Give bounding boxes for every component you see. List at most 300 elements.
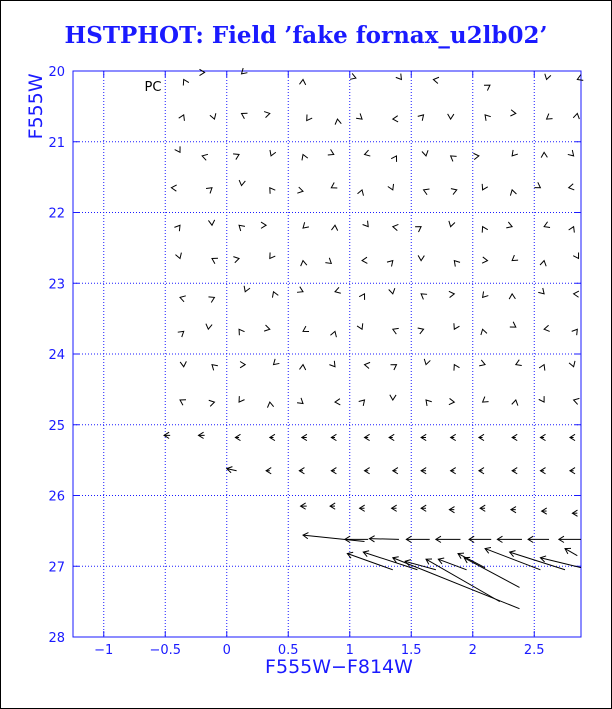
data-arrow [565, 548, 577, 555]
arrow-head [482, 227, 488, 233]
data-arrow [307, 115, 312, 121]
arrow-head [545, 74, 551, 80]
arrow-head [325, 258, 331, 264]
arrow-head [242, 113, 248, 118]
data-arrow [208, 297, 214, 303]
arrow-head [482, 257, 487, 263]
data-arrow [458, 553, 485, 568]
arrow-head [183, 79, 189, 85]
arrow-head [297, 398, 303, 404]
data-arrow [301, 261, 307, 267]
data-arrow [212, 258, 218, 263]
data-arrow [480, 505, 485, 511]
data-arrow [350, 73, 356, 79]
arrow-head [448, 114, 454, 119]
data-arrow [482, 257, 487, 263]
arrow-head [356, 113, 362, 119]
arrow-head [209, 400, 215, 406]
arrow-head [421, 294, 427, 300]
data-arrow [424, 359, 430, 365]
data-arrow [206, 188, 212, 194]
data-arrow [424, 189, 430, 195]
arrow-head [270, 252, 275, 258]
arrow-head [424, 189, 430, 195]
data-arrow [235, 434, 240, 440]
data-arrow [509, 294, 515, 299]
arrow-shaft [458, 554, 485, 568]
arrow-head [393, 328, 399, 334]
arrow-head [362, 257, 367, 263]
data-arrow [301, 503, 307, 509]
data-arrow [510, 551, 565, 570]
data-arrow [421, 294, 427, 300]
arrow-head [424, 359, 430, 365]
arrow-head [329, 361, 335, 367]
data-arrow [540, 468, 545, 474]
y-axis-title: F555W [25, 73, 47, 140]
data-arrow [539, 396, 544, 402]
data-arrow [482, 184, 488, 190]
arrow-head [422, 150, 428, 156]
data-arrow [174, 225, 180, 231]
arrow-head [573, 252, 578, 258]
arrow-head [233, 154, 239, 160]
arrow-head [506, 222, 512, 228]
arrow-head [541, 152, 547, 157]
arrow-head [208, 297, 214, 303]
arrow-head [534, 182, 540, 187]
arrow-head [418, 255, 424, 260]
arrow-head [307, 115, 312, 121]
data-arrow [266, 468, 271, 474]
data-arrow [573, 113, 579, 119]
data-arrow [264, 325, 270, 331]
data-arrow [451, 468, 456, 474]
data-arrow [297, 187, 303, 193]
arrow-shaft [369, 539, 399, 540]
arrow-head [473, 153, 478, 159]
data-arrow [433, 77, 439, 83]
arrow-head [303, 222, 309, 228]
data-arrow [175, 146, 180, 152]
data-arrow [303, 326, 309, 331]
arrow-head [331, 225, 337, 230]
arrow-shaft [303, 535, 365, 541]
data-arrow [426, 400, 432, 406]
arrow-head [479, 360, 485, 366]
data-arrow [479, 434, 484, 440]
data-arrow [239, 329, 244, 335]
arrow-head [387, 261, 393, 267]
data-arrow [297, 287, 303, 293]
data-arrow [363, 221, 369, 227]
grid-lines [73, 71, 581, 637]
arrow-shaft [347, 554, 393, 570]
arrow-head [516, 360, 522, 366]
data-arrow [244, 286, 250, 292]
arrow-head [206, 188, 212, 194]
arrow-head [569, 184, 575, 190]
arrow-head [365, 362, 371, 368]
arrow-head [297, 287, 303, 293]
data-arrow [227, 467, 237, 473]
data-arrow [449, 507, 454, 513]
data-arrow [233, 154, 239, 160]
data-arrow [239, 180, 245, 186]
x-tick-label: −0.5 [149, 643, 182, 658]
data-arrow [448, 114, 454, 119]
data-arrow [264, 112, 270, 118]
arrow-head [350, 73, 356, 79]
arrow-head [261, 222, 266, 228]
data-arrow [369, 536, 399, 542]
y-tick-label: 24 [48, 348, 65, 363]
data-arrow [415, 227, 421, 232]
arrow-shaft [540, 558, 581, 568]
data-arrow [449, 291, 454, 297]
arrow-head [301, 261, 307, 267]
arrow-head [483, 291, 489, 297]
data-arrow [357, 190, 363, 196]
y-tick-label: 26 [48, 489, 65, 505]
data-arrow [483, 291, 489, 297]
data-arrow [270, 150, 276, 156]
data-arrow [485, 115, 491, 121]
data-arrow [544, 222, 550, 228]
arrow-head [273, 359, 279, 365]
data-arrow [335, 399, 340, 405]
plot-area-border [73, 71, 581, 637]
data-arrow [436, 536, 461, 542]
data-arrow [544, 325, 550, 331]
data-arrow [175, 253, 181, 259]
arrow-head [538, 288, 544, 294]
arrow-head [299, 79, 305, 84]
data-arrow [240, 361, 245, 367]
data-arrow [479, 468, 484, 474]
data-arrow [541, 152, 547, 157]
arrow-head [302, 154, 308, 160]
arrow-head [454, 323, 460, 329]
data-arrow [178, 331, 184, 337]
data-arrow [360, 505, 365, 511]
data-arrow [347, 552, 393, 570]
y-tick-label: 28 [48, 631, 65, 646]
x-axis-title: F555W−F814W [265, 656, 413, 678]
arrow-head [297, 187, 303, 193]
arrow-head [328, 149, 334, 155]
data-arrow [261, 222, 266, 228]
data-arrow [406, 536, 429, 542]
arrow-head [547, 114, 553, 120]
data-arrow [396, 74, 402, 80]
arrow-head [391, 156, 396, 162]
arrow-head [202, 154, 208, 160]
arrow-head [483, 397, 489, 403]
arrow-head [208, 220, 214, 225]
data-arrow [303, 222, 309, 228]
data-arrow [179, 115, 185, 121]
x-tick-label: 1 [345, 643, 354, 658]
arrow-head [512, 400, 518, 406]
data-arrow [270, 252, 275, 258]
arrow-head [574, 291, 579, 297]
data-arrow [330, 331, 336, 337]
data-arrow [512, 468, 517, 474]
data-arrow [365, 434, 370, 440]
data-arrow [421, 505, 426, 511]
data-arrow [418, 115, 424, 121]
data-arrow [331, 434, 336, 440]
arrow-head [426, 400, 432, 406]
data-arrow [208, 220, 214, 225]
data-arrow [202, 154, 208, 160]
data-arrow [365, 362, 371, 368]
data-arrow [512, 434, 517, 440]
arrow-head [454, 261, 460, 267]
data-arrow [303, 533, 365, 542]
data-arrow [392, 505, 397, 511]
data-arrow [345, 536, 368, 542]
arrow-head [180, 361, 186, 366]
data-arrow [540, 556, 581, 568]
arrow-head [433, 77, 439, 83]
data-arrow [362, 257, 367, 263]
data-arrow [479, 360, 485, 366]
arrow-head [449, 398, 454, 404]
data-arrow [180, 296, 186, 302]
arrow-head [233, 257, 239, 263]
data-arrow [359, 294, 364, 300]
data-arrow [356, 113, 362, 119]
arrow-head [544, 222, 550, 228]
arrow-head [210, 113, 216, 119]
arrow-head [239, 225, 245, 231]
data-arrow [365, 468, 370, 474]
arrow-head [573, 113, 579, 119]
data-arrow [451, 156, 457, 162]
arrow-head [264, 112, 270, 118]
arrow-head [454, 365, 460, 371]
y-tick-label: 25 [48, 418, 65, 434]
data-arrow [528, 536, 549, 542]
data-arrow [426, 559, 500, 602]
arrow-head [393, 224, 399, 230]
data-arrow [483, 397, 489, 403]
data-arrow [542, 508, 547, 514]
data-arrow [329, 361, 335, 367]
data-arrow [540, 434, 545, 440]
data-arrow [451, 434, 456, 440]
arrow-head [212, 365, 218, 371]
chart-title: HSTPHOT: Field ’fake fornax_u2lb02’ [64, 22, 548, 49]
arrow-head [539, 365, 545, 371]
y-tick-label: 22 [48, 206, 65, 222]
data-arrow [206, 324, 212, 330]
data-arrow [482, 227, 488, 233]
arrow-head [569, 361, 575, 367]
data-arrow [545, 74, 551, 80]
arrow-head [512, 150, 518, 156]
arrow-head [388, 184, 394, 190]
arrow-head [544, 325, 550, 331]
data-arrow [572, 329, 578, 335]
arrow-head [199, 69, 204, 75]
arrow-head [390, 395, 396, 400]
data-arrow [210, 113, 216, 119]
arrow-head [171, 185, 176, 191]
data-arrow [212, 365, 218, 371]
arrow-head [449, 221, 455, 227]
arrow-head [331, 182, 337, 187]
data-arrow [393, 557, 520, 609]
x-tick-label: 1.5 [400, 643, 422, 658]
data-arrow [481, 329, 487, 335]
data-arrow [449, 398, 454, 404]
data-arrow [393, 224, 399, 230]
data-arrow [438, 558, 466, 570]
arrow-head [509, 294, 515, 299]
data-arrow [454, 323, 460, 329]
data-arrow [451, 189, 457, 195]
data-arrow [390, 395, 396, 400]
data-arrow [510, 110, 515, 116]
arrow-head [240, 361, 245, 367]
x-tick-label: 0 [222, 643, 231, 658]
arrow-head [451, 189, 457, 195]
data-arrow [497, 536, 522, 542]
data-arrow [569, 227, 575, 233]
data-arrow [365, 150, 371, 156]
data-arrow [568, 150, 574, 156]
arrow-head [540, 261, 546, 267]
data-arrow [393, 116, 398, 122]
data-arrow [512, 255, 518, 261]
data-arrow [393, 468, 398, 474]
arrow-head [175, 146, 180, 152]
x-tick-label: 2.5 [523, 643, 545, 658]
data-arrow [389, 288, 395, 294]
data-arrow [273, 359, 279, 365]
data-arrow [512, 150, 518, 156]
arrow-head [396, 74, 402, 80]
data-arrow [570, 434, 575, 440]
arrow-head [510, 190, 516, 196]
data-arrow [572, 510, 577, 516]
arrow-head [572, 329, 578, 335]
arrow-head [418, 115, 424, 121]
data-arrow [506, 222, 512, 228]
data-arrow [331, 182, 337, 187]
arrow-head [335, 287, 341, 293]
arrow-head [180, 400, 186, 405]
arrow-head [393, 116, 398, 122]
arrow-head [568, 150, 574, 156]
arrow-head [485, 115, 491, 121]
arrow-head [178, 331, 184, 337]
data-arrow [547, 114, 553, 120]
data-arrow [272, 292, 278, 298]
data-arrow [270, 434, 275, 440]
arrow-head [539, 396, 544, 402]
data-arrow [331, 225, 337, 230]
data-arrow [469, 536, 491, 542]
data-arrow [573, 252, 578, 258]
data-arrow [302, 154, 308, 160]
data-arrow [359, 400, 365, 406]
data-arrow [569, 184, 575, 190]
data-arrow [387, 261, 393, 267]
arrow-head [303, 326, 309, 331]
data-arrow [574, 291, 579, 297]
data-arrow [418, 328, 424, 334]
arrow-shaft [426, 559, 500, 601]
data-arrow [422, 150, 428, 156]
y-tick-label: 21 [48, 135, 65, 151]
arrow-head [390, 365, 396, 370]
data-arrow [302, 434, 307, 440]
arrow-head [299, 365, 305, 370]
data-arrow [183, 79, 189, 85]
data-arrow [393, 328, 399, 334]
arrow-head [264, 325, 270, 331]
arrow-head [415, 227, 421, 232]
arrow-shaft [363, 552, 417, 570]
x-tick-label: −1 [94, 643, 114, 658]
data-arrow [512, 400, 518, 406]
data-arrow [577, 75, 583, 81]
x-tick-label: 0.5 [277, 643, 299, 658]
arrow-head [574, 398, 580, 404]
data-arrow [418, 255, 424, 260]
arrow-head [451, 156, 457, 162]
data-arrow [242, 113, 248, 118]
data-arrow [569, 361, 575, 367]
data-arrow [331, 468, 336, 474]
data-arrow [299, 468, 304, 474]
data-arrow [239, 225, 245, 231]
data-arrow [335, 287, 341, 293]
arrow-head [267, 402, 273, 408]
data-arrow [239, 396, 244, 402]
arrow-head [179, 115, 185, 121]
arrow-head [389, 288, 395, 294]
x-tick-label: 2 [468, 643, 477, 658]
arrow-head [335, 399, 340, 405]
arrow-head [174, 225, 180, 231]
arrow-head [239, 180, 245, 186]
data-arrow [538, 288, 544, 294]
data-arrow [421, 434, 426, 440]
data-arrow [357, 323, 363, 329]
y-tick-label: 23 [48, 277, 65, 293]
data-arrow [199, 69, 204, 75]
data-arrow [180, 361, 186, 366]
arrow-head [482, 184, 488, 190]
data-arrow [171, 185, 176, 191]
arrow-head [270, 188, 275, 194]
y-tick-label: 20 [48, 65, 65, 80]
arrow-head [206, 324, 212, 330]
arrow-head [357, 190, 363, 196]
arrow-head [481, 329, 487, 335]
axis-ticks [48, 65, 581, 658]
data-arrow [328, 149, 334, 155]
arrow-head [357, 323, 363, 329]
data-arrow [297, 398, 303, 404]
data-arrow [574, 398, 580, 404]
data-arrow [421, 468, 426, 474]
